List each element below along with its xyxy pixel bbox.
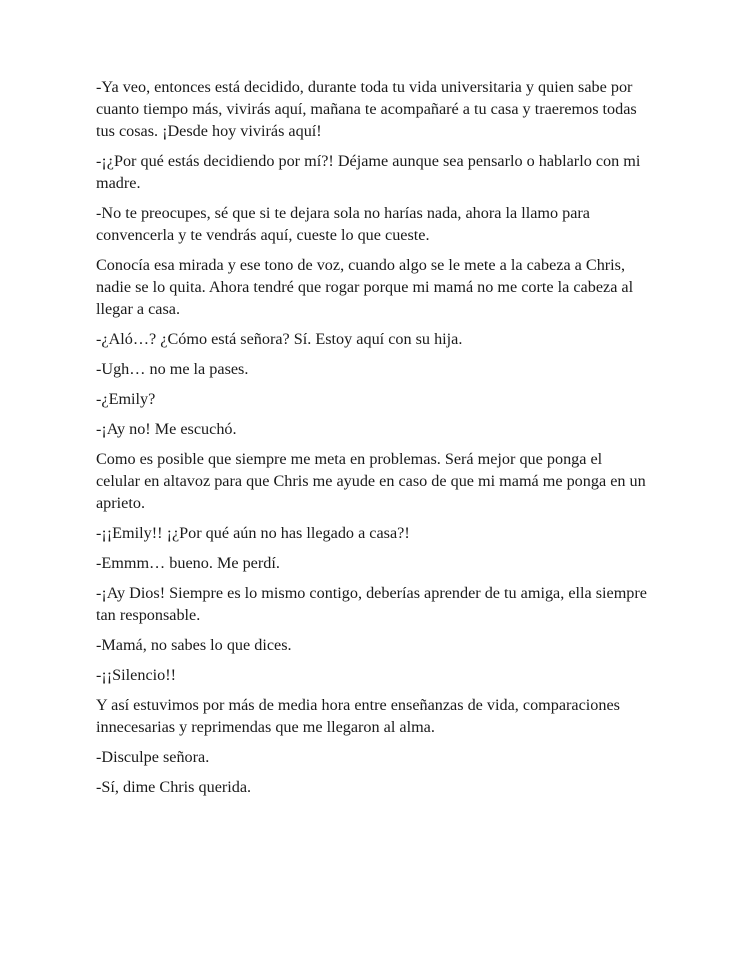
- paragraph: -¿Emily?: [96, 390, 156, 408]
- paragraph: Como es posible que siempre me meta en problemas. Será mejor que ponga el celular en altavoz para que Chris me ayude en caso de que mi mamá me ponga en un aprieto.: [96, 450, 646, 512]
- paragraph: -¡Ay Dios! Siempre es lo mismo contigo, deberías aprender de tu amiga, ella siempre tan responsable.: [96, 584, 647, 624]
- paragraph: -Emmm… bueno. Me perdí.: [96, 554, 280, 572]
- paragraph: -Disculpe señora.: [96, 748, 210, 766]
- paragraph: -¡¡Silencio!!: [96, 666, 177, 684]
- paragraph: Conocía esa mirada y ese tono de voz, cuando algo se le mete a la cabeza a Chris, nadie se lo quita. Ahora tendré que rogar porque mi mamá no me corte la cabeza al llegar a casa.: [96, 256, 634, 318]
- paragraph: -No te preocupes, sé que si te dejara sola no harías nada, ahora la llamo para convencerla y te vendrás aquí, cueste lo que cueste.: [96, 204, 590, 244]
- paragraph: -Ugh… no me la pases.: [96, 360, 249, 378]
- paragraph: -¡¡Emily!! ¡¿Por qué aún no has llegado a casa?!: [96, 524, 410, 542]
- paragraph: -¡Ay no! Me escuchó.: [96, 420, 237, 438]
- paragraph: -¡¿Por qué estás decidiendo por mí?! Déjame aunque sea pensarlo o hablarlo con mi madre.: [96, 152, 641, 192]
- document-body: [96, 76, 648, 806]
- paragraph: -¿Aló…? ¿Cómo está señora? Sí. Estoy aquí con su hija.: [96, 330, 463, 348]
- paragraph: Y así estuvimos por más de media hora entre enseñanzas de vida, comparaciones innecesarias y reprimendas que me llegaron al alma.: [96, 696, 620, 736]
- paragraph: -Ya veo, entonces está decidido, durante toda tu vida universitaria y quien sabe por cuanto tiempo más, vivirás aquí, mañana te acompañaré a tu casa y traeremos todas tus cosas. ¡Desde hoy vivirás aquí!: [96, 78, 637, 140]
- paragraph: -Sí, dime Chris querida.: [96, 778, 252, 796]
- paragraph: -Mamá, no sabes lo que dices.: [96, 636, 292, 654]
